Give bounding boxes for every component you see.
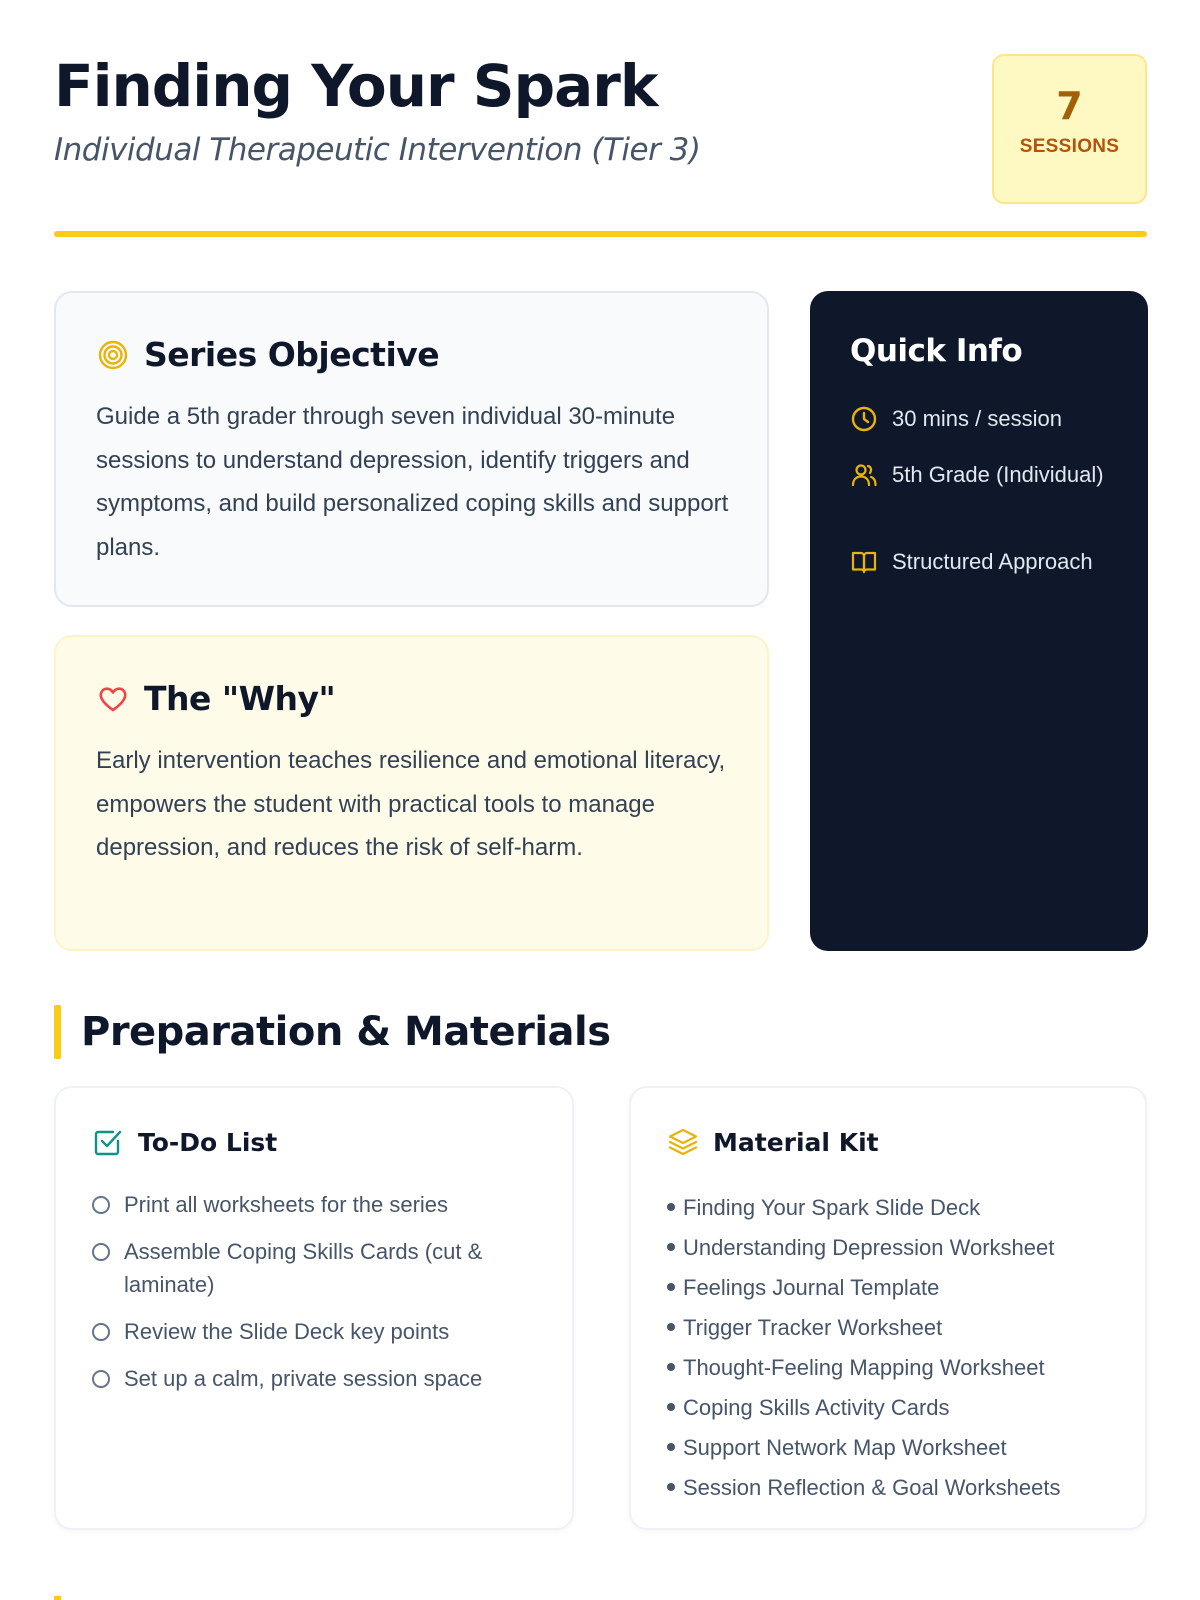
- bullet: [667, 1403, 675, 1411]
- todo-list-header: [92, 1126, 277, 1158]
- header-divider: [54, 231, 1147, 237]
- quick-info-panel: [810, 291, 1148, 951]
- quick-info-approach: [850, 545, 1122, 578]
- material-kit-header: [667, 1126, 879, 1158]
- why-header: [96, 679, 335, 718]
- page-header: [54, 54, 1147, 204]
- list-item: [667, 1348, 1127, 1388]
- list-item: [667, 1388, 1127, 1428]
- series-objective-header: [96, 335, 439, 374]
- quick-info-duration: [850, 402, 1122, 435]
- todo-item-label: Review the Slide Deck key points: [124, 1319, 450, 1344]
- todo-item[interactable]: [92, 1188, 532, 1221]
- todo-item[interactable]: [92, 1315, 532, 1348]
- why-title: The "Why": [144, 679, 336, 718]
- list-item: [667, 1188, 1127, 1228]
- quick-info-grade: [850, 458, 1122, 491]
- preparation-section-title: Preparation & Materials: [81, 1009, 611, 1055]
- kit-item-label: Understanding Depression Worksheet: [683, 1235, 1055, 1260]
- todo-list-title: To-Do List: [138, 1127, 278, 1157]
- todo-item-label: Assemble Coping Skills Cards (cut & laminate): [124, 1239, 483, 1297]
- todo-list-panel: [54, 1086, 574, 1530]
- bullet: [667, 1363, 675, 1371]
- todo-checkbox[interactable]: [92, 1243, 110, 1261]
- bullet: [667, 1283, 675, 1291]
- series-objective-text: Guide a 5th grader through seven individual 30-minute sessions to understand depression, identify triggers and symptoms, and build personalized coping skills and support plans.: [96, 403, 729, 561]
- todo-item-label: Set up a calm, private session space: [124, 1366, 483, 1391]
- list-item: [667, 1308, 1127, 1348]
- todo-item[interactable]: [92, 1362, 532, 1395]
- page-subtitle: Individual Therapeutic Intervention (Tier 3): [54, 132, 701, 168]
- sessions-count: 7: [1056, 84, 1083, 128]
- bullet: [667, 1323, 675, 1331]
- quick-info-approach-text: Structured Approach: [892, 549, 1093, 574]
- material-kit-items: [667, 1188, 1127, 1508]
- todo-items: [92, 1188, 532, 1409]
- kit-item-label: Coping Skills Activity Cards: [683, 1395, 950, 1420]
- book-icon: [850, 548, 878, 576]
- layers-icon: [667, 1126, 699, 1158]
- todo-item-label: Print all worksheets for the series: [124, 1192, 449, 1217]
- todo-item[interactable]: [92, 1235, 532, 1301]
- kit-item-label: Trigger Tracker Worksheet: [683, 1315, 943, 1340]
- list-item: [667, 1428, 1127, 1468]
- target-icon: [96, 338, 130, 372]
- material-kit-title: Material Kit: [713, 1127, 879, 1157]
- section-accent-bar: [54, 1005, 61, 1059]
- todo-checkbox[interactable]: [92, 1323, 110, 1341]
- series-objective-title: Series Objective: [144, 335, 440, 374]
- next-section-accent-bar: [54, 1596, 61, 1600]
- quick-info-grade-text: 5th Grade (Individual): [892, 462, 1104, 487]
- checkbox-icon: [92, 1126, 124, 1158]
- kit-item-label: Finding Your Spark Slide Deck: [683, 1195, 981, 1220]
- bullet: [667, 1483, 675, 1491]
- bullet: [667, 1243, 675, 1251]
- page-title: Finding Your Spark: [54, 52, 658, 120]
- todo-checkbox[interactable]: [92, 1196, 110, 1214]
- sessions-badge: [992, 54, 1147, 204]
- material-kit-panel: [629, 1086, 1147, 1530]
- quick-info-title: Quick Info: [850, 333, 1023, 369]
- series-objective-card: [54, 291, 769, 607]
- kit-item-label: Session Reflection & Goal Worksheets: [683, 1475, 1061, 1500]
- list-item: [667, 1268, 1127, 1308]
- heart-icon: [96, 682, 130, 716]
- kit-item-label: Feelings Journal Template: [683, 1275, 940, 1300]
- sessions-label: SESSIONS: [1019, 136, 1120, 157]
- bullet: [667, 1203, 675, 1211]
- bullet: [667, 1443, 675, 1451]
- quick-info-duration-text: 30 mins / session: [892, 406, 1062, 431]
- list-item: [667, 1228, 1127, 1268]
- users-icon: [850, 461, 878, 489]
- why-text: Early intervention teaches resilience and emotional literacy, empowers the student with practical tools to manage depression, and reduces the risk of self-harm.: [96, 747, 726, 861]
- todo-checkbox[interactable]: [92, 1370, 110, 1388]
- kit-item-label: Thought-Feeling Mapping Worksheet: [683, 1355, 1045, 1380]
- clock-icon: [850, 405, 878, 433]
- why-card: [54, 635, 769, 951]
- list-item: [667, 1468, 1127, 1508]
- kit-item-label: Support Network Map Worksheet: [683, 1435, 1007, 1460]
